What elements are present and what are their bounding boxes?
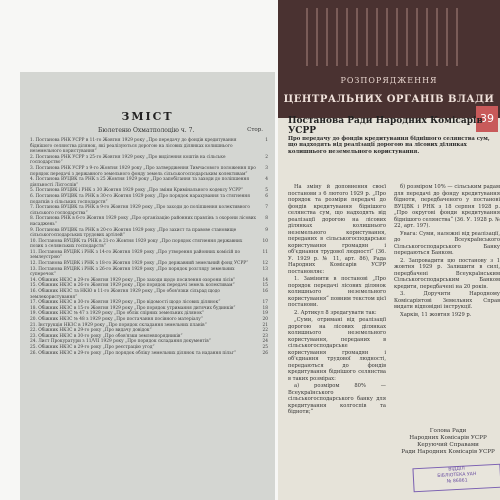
toc-item-text: 21. Інструкція НКЗС в 1929 року „Про порядок складання земельних планів“ xyxy=(30,322,207,328)
right-page-document xyxy=(278,0,500,500)
toc-item-text: 6. Постанова ВУЦВК та РНК в 30-го Жовтня 1929 року „Про порядок нарахування та стягнення податків з сільських господарств“ xyxy=(30,193,250,205)
toc-item-page: 7 xyxy=(265,205,268,211)
stamp-line: ВІДДІЛ xyxy=(448,466,465,473)
banner-heading-line1: РОЗПОРЯДЖЕННЯ xyxy=(340,76,438,85)
toc-item-text: 19. Обіжник НКЗС № 47 з 1929 року „Про облік спірних земельних ділянок“ xyxy=(30,311,205,317)
toc-item-page: 24 xyxy=(262,339,268,345)
toc-item xyxy=(30,351,268,357)
toc-item-page: 10 xyxy=(262,238,268,244)
toc-item-page: 25 xyxy=(262,344,268,350)
toc-item-page: 12 xyxy=(262,261,268,267)
toc-item-text: 2. Постанова РНК УСРР з 25-го Жовтня 1929 року „Про виділення коштів на сільське господарство“ xyxy=(30,154,226,166)
toc-item-page: 19 xyxy=(262,311,268,317)
toc-item-text: 7. Постанова ВУЦВК та РНК в 9-го Жовтня 1929 року „Про заходи до поліпшення колективного сільського господарства“ xyxy=(30,205,250,216)
toc-item-page: 13 xyxy=(262,266,268,272)
toc-title: ЗМІСТ xyxy=(121,110,174,123)
text-column-left xyxy=(288,184,386,417)
toc-item xyxy=(30,194,268,205)
library-stamp xyxy=(412,464,500,493)
toc-item xyxy=(30,138,268,155)
paragraph: б) розміром 10% — сільським радам для передачі до фонду кредитування бідноти, передбаченого у постанові ВУЦВК і РНК з 18 серпня 1928 р. „Про округові фонди кредитування біднішого селянства“ (36. У. 1928 р. № 22, арт. 197). xyxy=(394,184,500,229)
toc-item xyxy=(30,289,268,300)
toc-item-page: 22 xyxy=(262,328,268,334)
toc-list xyxy=(30,138,268,356)
toc-page-column-label: Стор. xyxy=(247,127,263,133)
toc-item xyxy=(30,239,268,250)
ornament-pattern xyxy=(306,8,466,66)
stamp-line: БІБЛІОТЕКА УАН xyxy=(437,471,477,480)
toc-item-text: 15. Обіжник НКЗС в 26-го Жовтня 1929 року „Про порядок передачі земель колективам“ xyxy=(30,283,235,289)
toc-item-text: 16. Обіжник НКЗС та НКЮ в 11-го Жовтня 1929 року „Про обов'язки сільрад щодо землекористування“ xyxy=(30,289,220,300)
toc-item-page: 20 xyxy=(262,317,268,322)
toc-item-text: 24. Лист Прокуратури з 11/VII 1929 року „Про порядок складання документів“ xyxy=(30,339,211,345)
toc-item-page: 15 xyxy=(262,283,268,289)
toc-item-page: 21 xyxy=(262,322,268,328)
stamp-line: № 86861 xyxy=(446,478,468,485)
paragraph: 2. Запровадити цю постанову з 1 жовтня 1929 р. Залишити в силі, передбачені Всеукраїнським Сільськогосподарським Банком кредити, передбачені на 20 років. xyxy=(394,257,500,290)
toc-item xyxy=(30,228,268,239)
paragraph: 1. Замінити в постанові „Про порядок передачі лісових ділянок колишнього неземельного користування“ повним текстом цієї постанови. xyxy=(288,276,386,308)
signature-block xyxy=(396,428,500,456)
toc-item-page: 17 xyxy=(262,300,268,306)
toc-item-text: 23. Обіжник НКЗС в 30-го року „Про обов'язки землевпорядників“ xyxy=(30,333,183,339)
toc-item-text: 22. Обіжник НКЗС в 29-го року „Про видачу довідок“ xyxy=(30,328,152,334)
toc-item xyxy=(30,205,268,216)
toc-item xyxy=(30,177,268,188)
resolution-subtitle: Про передачу до фондів кредитування біднішого селянства сум, що надходять від реалізації дорогою на лісових ділянках колишнього неземельного користування. xyxy=(288,136,490,155)
toc-item xyxy=(30,166,268,177)
toc-item-page: 5 xyxy=(265,188,268,194)
banner-heading-line2: ЦЕНТРАЛЬНИХ ОРГАНІВ ВЛАДИ xyxy=(283,94,495,105)
signature-line: Керуючий Справами xyxy=(417,442,479,448)
toc-item-text: 25. Обіжник НКЗС в 29-го року „Про реєстрацію угод“ xyxy=(30,344,155,350)
toc-item-text: 14. Обіжник НКЗС в 29-го Жовтня 1929 року „Про заходи щодо посилення охорони лісів“ xyxy=(30,277,236,283)
paragraph: 2. Артикул 8 зредагувати так: xyxy=(294,309,377,316)
toc-item-page: 2 xyxy=(265,154,268,160)
toc-subtitle: Бюлетеню Охматполоцію ч. 7. xyxy=(98,127,195,134)
toc-item-page: 16 xyxy=(262,289,268,295)
resolution-title: Постанова Ради Народних Комісарів УСРР xyxy=(288,116,483,136)
header-banner xyxy=(278,0,500,118)
toc-item-page: 6 xyxy=(265,193,268,199)
toc-item-page: 18 xyxy=(262,305,268,311)
toc-item-text: 12. Постанова ВУЦВК і РНК з 18-го Жовтня 1929 року „Про державний земельний фонд УСРР“ xyxy=(30,261,249,267)
toc-item-text: 5. Постанова ВУЦВК і РНК з 30 Жовтня 1929 року „Про зміни Кримінального кодексу УСРР“ xyxy=(30,188,244,194)
toc-item xyxy=(30,267,268,278)
paragraph: Харків, 11 жовтня 1929 р. xyxy=(400,311,472,318)
toc-item-page: 14 xyxy=(262,277,268,283)
toc-item-text: 4. Постанова ВУЦВК та РНК з 25 Жовтня 1929 року „Про запобігання та заходи до поліпшення діяльності Лісгоспів“ xyxy=(30,177,250,188)
toc-item-page: 4 xyxy=(265,177,268,183)
text-column-right xyxy=(394,184,500,319)
toc-item xyxy=(30,155,268,166)
toc-item-text: 1. Постанова РНК УСРР в 11-го Жовтня 1929 року „Про передачу до фондів кредитування біднішого селянства ділянок, які реалізуються дорогою на лісових ділянках колишнього неземельного користування“ xyxy=(30,138,237,155)
toc-item-page: 3 xyxy=(265,165,268,171)
toc-item-text: 18. Обіжник НКЗС в 15-го Жовтня 1929 року „Про порядок утримання дитячих будинків“ xyxy=(30,305,236,311)
toc-item-text: 20. Обіжник НКЗС № 48 з 1929 року „Про постачання посівного матеріалу“ xyxy=(30,317,203,322)
paragraph: а) розміром 80% — Всеукраїнського сільськогосподарського банку для кредитування колгоспів та бідноти;“ xyxy=(288,383,386,415)
toc-item-page: 23 xyxy=(262,333,268,339)
toc-item-text: 3. Постанова РНК УСРР з 9-го Жовтня 1929 року „Про затвердження Тимчасового положення про порядок передачі з державного земельного фонду земель сільськогосподарським колективам“ xyxy=(30,165,256,177)
toc-item-text: 9. Постанова ВУЦВК та РНК в 20-го Жовтня 1929 року „Про захист та правове становище сільськогосподарських трудових артілей“ xyxy=(30,227,237,239)
toc-item-page: 26 xyxy=(262,350,268,356)
toc-item-text: 13. Постанова ВУЦВК і РНК з 26-го Жовтня 1929 року „Про порядок розгляду земельних суперечок“ xyxy=(30,266,235,278)
toc-item-page: 11 xyxy=(262,249,268,255)
page-number-badge: 39 xyxy=(476,106,498,132)
toc-item-page: 1 xyxy=(265,138,268,143)
toc-item-page: 8 xyxy=(265,216,268,222)
signature-line: Ради Народних Комісарів УСРР xyxy=(401,449,495,455)
toc-item-text: 26. Обіжник НКЗС в 29-го року „Про порядок обліку земельних ділянок та надання пільг“ xyxy=(30,350,237,356)
toc-item xyxy=(30,216,268,227)
signature-line: Народних Комісарів УСРР xyxy=(409,435,487,441)
toc-item-text: 8. Постанова РНК в 6-го Жовтня 1929 року „Про організацію районних правлінь з охорони лісових насаджень“ xyxy=(30,216,256,227)
paragraph: 3. Доручити Народному Комісаріятові Земельних Справ видати відповідні інструкції. xyxy=(394,291,500,310)
toc-item-text: 17. Обіжник НКЗС в 30-го Жовтня 1929 року „Про відомості щодо лісових ділянок“ xyxy=(30,300,221,306)
signature-line: Голова Ради xyxy=(429,428,467,434)
paragraph: На зміну й доповнення своєї постанови з 6 лютого 1929 р. „Про порядок та розміри передачі до фондів кредитування біднішого селянства сум, що надходять від реалізації дорогою на лісових ділянках колишнього неземельного користування, переданих в сільськогосподарське користування громадян і об'єднання трудової людності“ (36. У. 1929 р. № 11, арт. 86), Рада Народних Комісарів УСРР постановляє: xyxy=(288,184,386,275)
toc-item-text: 10. Постанова ВУЦВК та РНК в 21-го Жовтня 1929 року „Про порядок стягнення державних позик з селянських господарств“ xyxy=(30,238,243,250)
toc-item-page: 9 xyxy=(265,227,268,233)
toc-item-text: 11. Постанова ВУЦВК і РНК з 14-го Жовтня 1929 року „Про утворення районних комісій по землеустрою“ xyxy=(30,249,241,261)
paragraph: „Суми, отримані від реалізації дорогою на лісових ділянках колишнього неземельного користування, переданих в сільськогосподарське користування громадян і об'єднання трудової людності, передаються до фондів кредитування біднішого селянства в таких розмірах: xyxy=(288,317,386,382)
paragraph: Увага: Суми, належні від реалізації, до Всеукраїнського Сільськогосподарського Банку передаються Банком. xyxy=(394,230,500,256)
left-page-toc xyxy=(20,72,275,500)
toc-item xyxy=(30,250,268,261)
